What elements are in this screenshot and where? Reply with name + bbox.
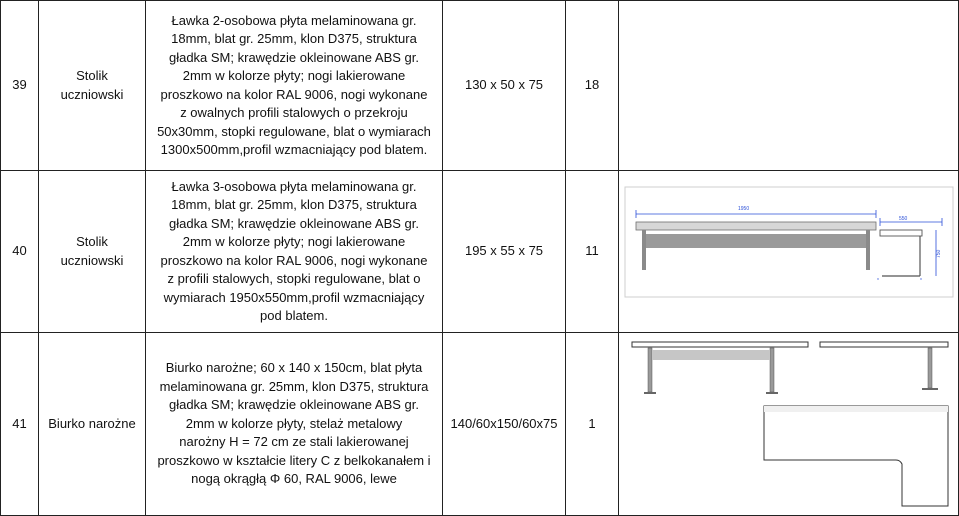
svg-text:x: x (877, 276, 879, 281)
row-40-dimensions: 195 x 55 x 75 (464, 243, 544, 259)
row-40-description: Ławka 3-osobowa płyta melaminowana gr. 18mm, blat gr. 25mm, klon D375, struktura gładka SM; krawędzie okleinowane ABS gr. 2mm w kolorze płyty; nogi lakierowane proszkowo na kolor RAL 9006, nogi wykonane z profili stalowych, stopki regulowane, blat o wymiarach 1950x550mm,profil wzmacniający pod blatem. (160, 178, 428, 323)
row-39-number: 39 (12, 77, 27, 93)
desk-side-view-drawing (818, 340, 953, 395)
row-41-dimensions: 140/60x150/60x75 (450, 415, 558, 431)
row-40-name: Stolik uczniowski (60, 234, 124, 268)
desk-front-view-drawing (630, 340, 810, 400)
height-label: 750 (936, 249, 942, 258)
row-39-description: Ławka 2-osobowa płyta melaminowana gr. 18mm, blat gr. 25mm, klon D375, struktura gładka SM; krawędzie okleinowane ABS gr. 2mm w kolorze płyty; nogi lakierowane proszkowo na kolor RAL 9006, nogi wykonane z owalnych profili stalowych o przekroju 50x30mm, stopki regulowane, blat o wymiarach 1300x500mm,profil wzmacniający pod blatem. (157, 12, 431, 157)
svg-text:x: x (920, 276, 922, 281)
row-39-name: Stolik uczniowski (60, 68, 124, 102)
row-41-name: Biurko narożne (48, 415, 136, 431)
row-41-description: Biurko narożne; 60 x 140 x 150cm, blat płyta melaminowana gr. 25mm, klon D375, struktura gładka SM; krawędzie okleinowane ABS gr. 2mm w kolorze płyty, stelaż metalowy narożny H = 72 cm ze stali lakierowanej proszkowo w kształcie litery C z belkokanałem i nogą okrągłą Φ 60, RAL 9006, lewe (157, 360, 431, 487)
length-label: 1950 (738, 206, 750, 212)
column-divider (618, 0, 619, 516)
row-40-quantity: 11 (585, 243, 599, 259)
row-39-quantity: 18 (584, 77, 600, 93)
bench-technical-drawing (624, 186, 954, 298)
depth-label: 550 (899, 216, 908, 222)
row-39-dimensions: 130 x 50 x 75 (464, 77, 544, 93)
row-41-quantity: 1 (588, 415, 596, 431)
row-41-number: 41 (12, 415, 27, 431)
row-40-number: 40 (12, 243, 27, 259)
desk-top-view-drawing (760, 402, 952, 512)
